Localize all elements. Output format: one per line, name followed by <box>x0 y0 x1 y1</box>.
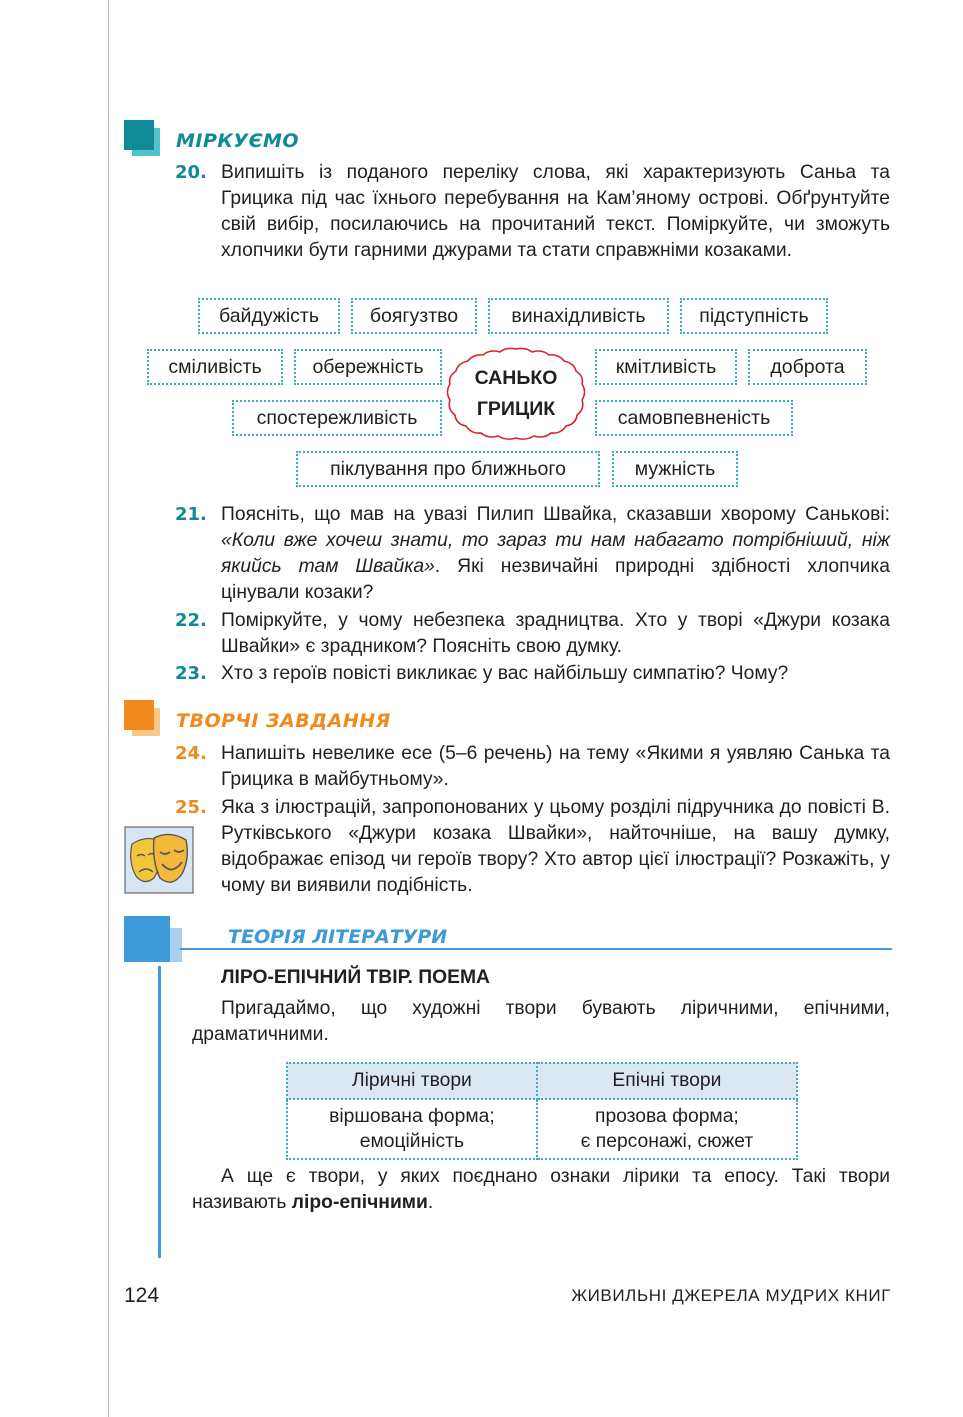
theory-outro-text: А ще є твори, у яких поєднано ознаки лірики та епосу. Такі твори називають <box>192 1166 890 1213</box>
center-name-1: САНЬКО <box>474 367 558 389</box>
theory-vertical-rule <box>158 966 161 1258</box>
table-row <box>287 1099 797 1159</box>
table-cell-line: прозова форма; <box>595 1106 739 1127</box>
word-box: доброта <box>748 349 867 385</box>
word-box: кмітливість <box>595 349 737 385</box>
theory-underline <box>180 948 892 950</box>
table-cell-line: є персонажі, сюжет <box>580 1131 754 1152</box>
running-title: ЖИВИЛЬНІ ДЖЕРЕЛА МУДРИХ КНИГ <box>571 1286 891 1305</box>
theory-outro <box>192 1164 890 1216</box>
task-number: 23. <box>175 663 207 684</box>
task-21 <box>175 502 890 606</box>
task-20 <box>175 160 890 264</box>
table-header-row <box>287 1063 797 1099</box>
table-cell-line: емоційність <box>359 1131 465 1152</box>
task-number: 25. <box>175 797 207 818</box>
word-box: боягузтво <box>351 298 477 334</box>
task-text: Хто з героїв повісті викликає у вас найбільшу симпатію? Чому? <box>221 663 789 684</box>
theatre-masks-icon <box>124 826 194 894</box>
wavy-oval-shape <box>446 346 586 442</box>
word-box: мужність <box>612 451 738 487</box>
word-box: байдужість <box>198 298 340 334</box>
section-theory-title: ТЕОРІЯ ЛІТЕРАТУРИ <box>228 926 448 948</box>
theory-outro-text: . <box>427 1192 434 1213</box>
task-text-part: . Які незвичайні природні здібності хлопчика цінували козаки? <box>221 556 890 603</box>
task-23 <box>175 661 890 687</box>
task-number: 22. <box>175 610 207 631</box>
theory-heading: ЛІРО-ЕПІЧНИЙ ТВІР. ПОЕМА <box>221 967 490 988</box>
task-22 <box>175 608 890 660</box>
section-square-icon <box>124 700 164 740</box>
task-text: Яка з ілюстрацій, запропонованих у цьому розділі підручника до повісті В. Рутківського «Джури козака Швайки», найточніше, на вашу думку, відображає епізод чи героїв твору? Хто автор цієї ілюстрації? Розкажіть, у чому ви виявили подібність. <box>221 797 890 896</box>
word-box: самовпевненість <box>595 400 793 436</box>
task-number: 20. <box>175 162 207 183</box>
word-box: винахідливість <box>488 298 669 334</box>
theory-outro-term: ліро-епічними <box>291 1192 428 1213</box>
table-header: Епічні твори <box>537 1063 797 1099</box>
center-name-2: ГРИЦИК <box>476 398 556 420</box>
section-creative-header <box>124 700 391 740</box>
task-text: Напишіть невелике есе (5–6 речень) на тему «Якими я уявляю Санька та Грицика в майбутньому». <box>221 743 890 790</box>
section-think-title: МІРКУЄМО <box>176 130 300 152</box>
word-box: обережність <box>294 349 442 385</box>
task-text: Випишіть із поданого переліку слова, які характеризують Саньа та Грицика під час їхнього перебування на Кам’яному острові. Обґрунтуйте свій вибір, посилаючись на прочитаний текст. Поміркуйте, чи зможуть хлопчики бути гарними джурами та стати справжніми козаками. <box>221 162 890 261</box>
table-cell-line: віршована форма; <box>329 1106 495 1127</box>
page-margin-line <box>108 0 109 1417</box>
word-box: піклування про ближнього <box>296 451 600 487</box>
word-box: підступність <box>680 298 828 334</box>
section-think-header <box>124 120 299 160</box>
table-header: Ліричні твори <box>287 1063 537 1099</box>
task-number: 21. <box>175 504 207 525</box>
task-text-part: Поясніть, що мав на увазі Пилип Швайка, сказавши хворому Санькові: <box>221 504 890 525</box>
comparison-table <box>286 1062 798 1160</box>
page-number: 124 <box>124 1284 160 1307</box>
section-creative-title: ТВОРЧІ ЗАВДАННЯ <box>176 710 391 732</box>
word-box: сміливість <box>147 349 283 385</box>
task-quote: «Коли вже хочеш знати, то зараз ти нам набагато потрібніший, ніж якийсь там Швайка» <box>221 530 890 577</box>
task-number: 24. <box>175 743 207 764</box>
word-box: спостережливість <box>232 400 442 436</box>
theory-intro: Пригадаймо, що художні твори бувають ліричними, епічними, драматичними. <box>192 998 890 1045</box>
task-25 <box>175 795 890 899</box>
section-square-icon <box>124 120 164 160</box>
task-text <box>221 502 890 606</box>
task-24 <box>175 741 890 793</box>
task-text: Поміркуйте, у чому небезпека зрадництва. Хто у творі «Джури козака Швайки» є зрадником? Поясніть свою думку. <box>221 610 890 657</box>
table-cell <box>287 1099 537 1159</box>
table-cell <box>537 1099 797 1159</box>
